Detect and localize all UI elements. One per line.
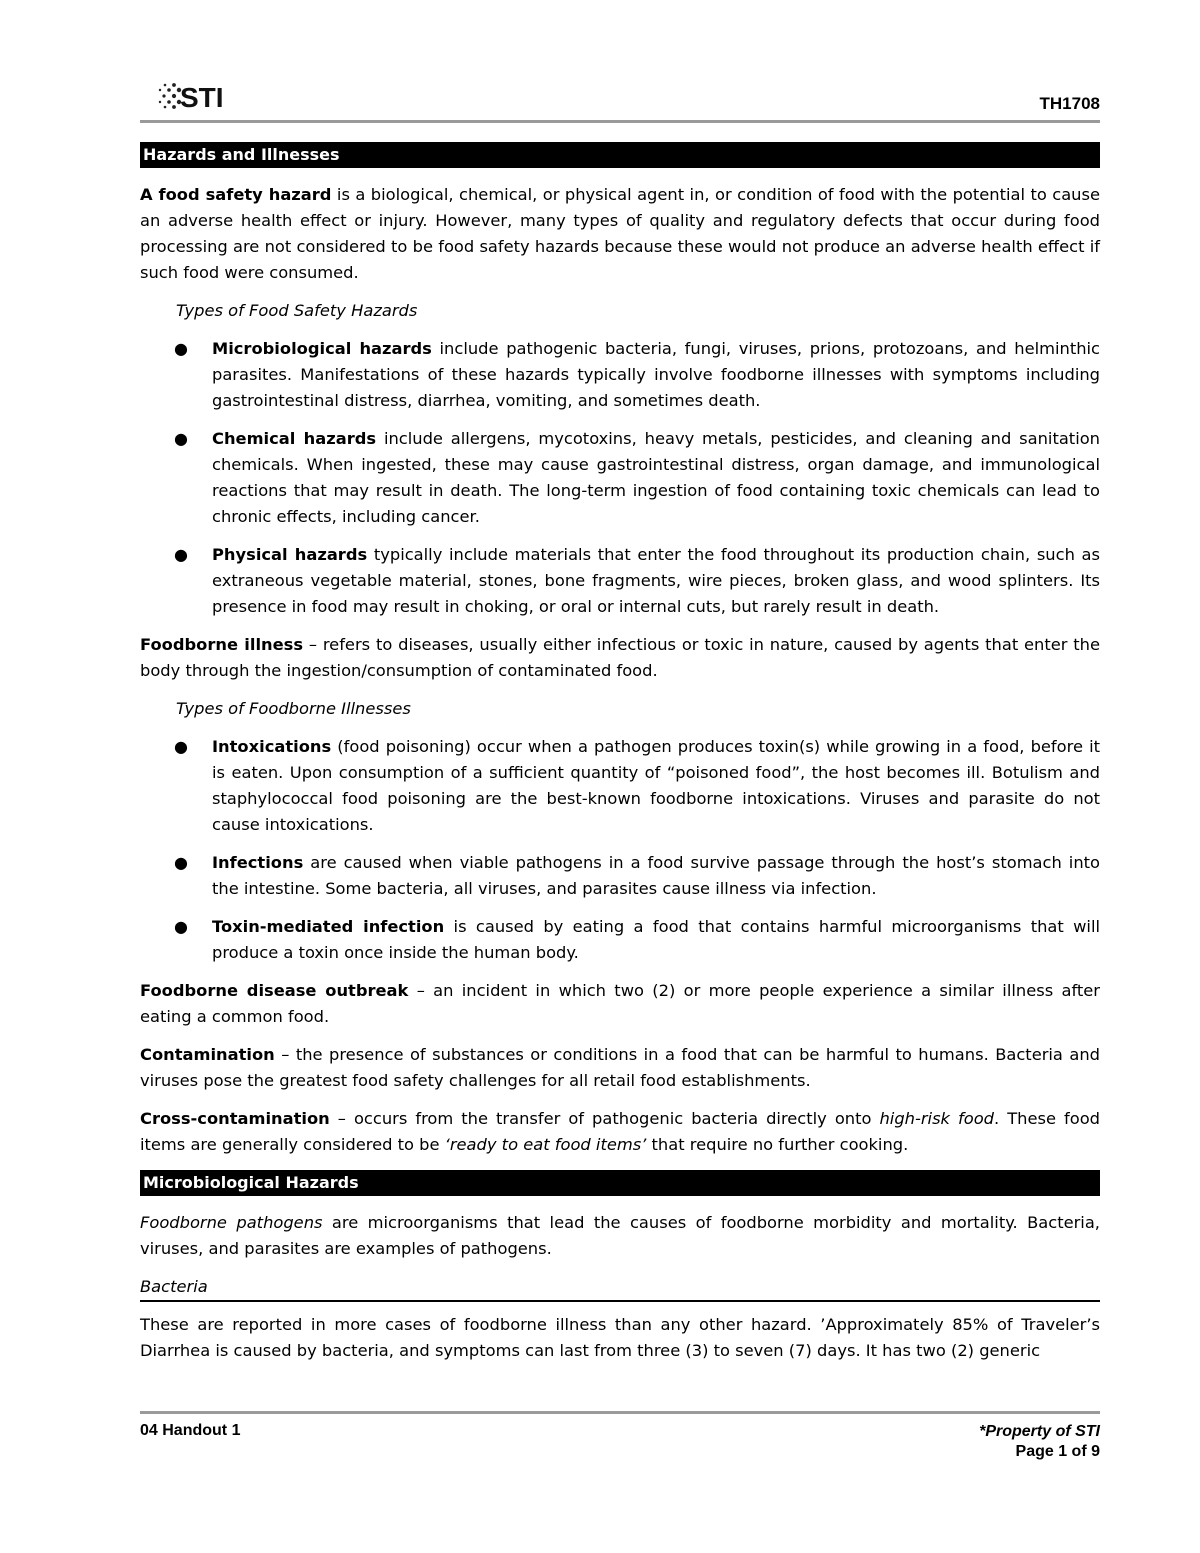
bacteria-paragraph: These are reported in more cases of foodborne illness than any other hazard. ’Approximately 85% of Traveler’s Diarrhea is caused by bacteria, and symptoms can last from three (3) to seven (7) days. It has two (2) generic: [140, 1315, 1100, 1360]
sti-logo: [150, 76, 260, 116]
cross-contamination-definition: [140, 1106, 1100, 1158]
page-number: Page 1 of 9: [1015, 1443, 1100, 1460]
list-item: [140, 426, 1100, 530]
item-text: is caused by eating a food that contains harmful microorganisms that will produce a toxin once inside the human body.: [212, 917, 1100, 962]
emphasis-text: high-risk food: [879, 1109, 994, 1128]
foodborne-illness-definition: [140, 632, 1100, 684]
list-item: [140, 850, 1100, 902]
intro-paragraph: [140, 182, 1100, 286]
footer-handout-label: 04 Handout 1: [140, 1422, 241, 1439]
definition-text: . These food items are generally considered to be: [140, 1109, 1100, 1154]
bullet-icon: ●: [174, 917, 188, 936]
item-text: include pathogenic bacteria, fungi, viruses, prions, protozoans, and helminthic parasites. Manifestations of these hazards typically involve foodborne illnesses with symptoms including gastrointestinal distress, diarrhea, vomiting, and sometimes death.: [212, 339, 1101, 410]
list-item: [140, 734, 1100, 838]
item-text: typically include materials that enter the food throughout its production chain, such as extraneous vegetable material, stones, bone fragments, wire pieces, broken glass, and wood splinters. Its presence in food may result in choking, or oral or internal cuts, but rarely result in death.: [212, 545, 1100, 616]
item-term: Infections: [212, 853, 304, 872]
svg-text:STI: STI: [180, 82, 224, 113]
document-code: TH1708: [1039, 94, 1100, 113]
item-term: Chemical hazards: [212, 429, 377, 448]
document-body: [140, 142, 1100, 1376]
item-text: (food poisoning) occur when a pathogen produces toxin(s) while growing in a food, before it is eaten. Upon consumption of a sufficient quantity of “poisoned food”, the host becomes ill. Botulism and staphylococcal food poisoning are the best-known foodborne intoxications. Viruses and parasite do not cause intoxications.: [212, 737, 1100, 834]
paragraph-text: are microorganisms that lead the causes of foodborne morbidity and mortality. Bacteria, viruses, and parasites are examples of pathogens.: [140, 1213, 1100, 1258]
types-hazards-heading: Types of Food Safety Hazards: [176, 301, 418, 320]
bullet-icon: ●: [174, 853, 188, 872]
definition-text: – an incident in which two (2) or more people experience a similar illness after eating a common food.: [140, 981, 1100, 1026]
emphasis-text: ‘ready to eat food items’: [444, 1135, 647, 1154]
item-text: include allergens, mycotoxins, heavy metals, pesticides, and cleaning and sanitation chemicals. When ingested, these may cause gastrointestinal distress, organ damage, and immunological reactions that may result in death. The long-term ingestion of food containing toxic chemicals can lead to chronic effects, including cancer.: [212, 429, 1100, 526]
list-item: [140, 542, 1100, 620]
section-title-micro: Microbiological Hazards: [140, 1170, 1100, 1196]
bullet-icon: ●: [174, 737, 188, 756]
illness-types-list: [140, 734, 1100, 966]
item-text: are caused when viable pathogens in a food survive passage through the host’s stomach into the intestine. Some bacteria, all viruses, and parasites cause illness via infection.: [212, 853, 1100, 898]
types-illnesses-heading: Types of Foodborne Illnesses: [176, 699, 411, 718]
section-title-hazards: Hazards and Illnesses: [140, 142, 1100, 168]
emphasis-text: Foodborne pathogens: [140, 1213, 323, 1232]
hazard-types-list: [140, 336, 1100, 620]
item-term: Intoxications: [212, 737, 332, 756]
bullet-icon: ●: [174, 429, 188, 448]
definition-term: Foodborne illness: [140, 635, 304, 654]
item-term: Microbiological hazards: [212, 339, 432, 358]
header-divider: [140, 120, 1100, 123]
item-term: Physical hazards: [212, 545, 368, 564]
definition-term: Foodborne disease outbreak: [140, 981, 409, 1000]
definition-term: Contamination: [140, 1045, 275, 1064]
definition-text: – refers to diseases, usually either infectious or toxic in nature, caused by agents that enter the body through the ingestion/consumption of contaminated food.: [140, 635, 1100, 680]
intro-term: A food safety hazard: [140, 185, 332, 204]
item-term: Toxin-mediated infection: [212, 917, 445, 936]
list-item: [140, 914, 1100, 966]
bullet-icon: ●: [174, 339, 188, 358]
outbreak-definition: [140, 978, 1100, 1030]
definition-text: – occurs from the transfer of pathogenic bacteria directly onto: [329, 1109, 880, 1128]
list-item: [140, 336, 1100, 414]
definition-text: – the presence of substances or conditions in a food that can be harmful to humans. Bacteria and viruses pose the greatest food safety challenges for all retail food establishments.: [140, 1045, 1100, 1090]
micro-intro-paragraph: [140, 1210, 1100, 1262]
property-notice: *Property of STI: [979, 1423, 1100, 1440]
bullet-icon: ●: [174, 545, 188, 564]
definition-text: that require no further cooking.: [646, 1135, 909, 1154]
intro-text: is a biological, chemical, or physical agent in, or condition of food with the potential to cause an adverse health effect or injury. However, many types of quality and regulatory defects that occur during food processing are not considered to be food safety hazards because these would not produce an adverse health effect if such food were consumed.: [140, 185, 1100, 282]
bacteria-heading: Bacteria: [140, 1274, 1100, 1302]
footer-divider: [140, 1411, 1100, 1414]
footer-right: [979, 1422, 1100, 1462]
definition-term: Cross-contamination: [140, 1109, 330, 1128]
page-header: [140, 70, 1100, 126]
contamination-definition: [140, 1042, 1100, 1094]
